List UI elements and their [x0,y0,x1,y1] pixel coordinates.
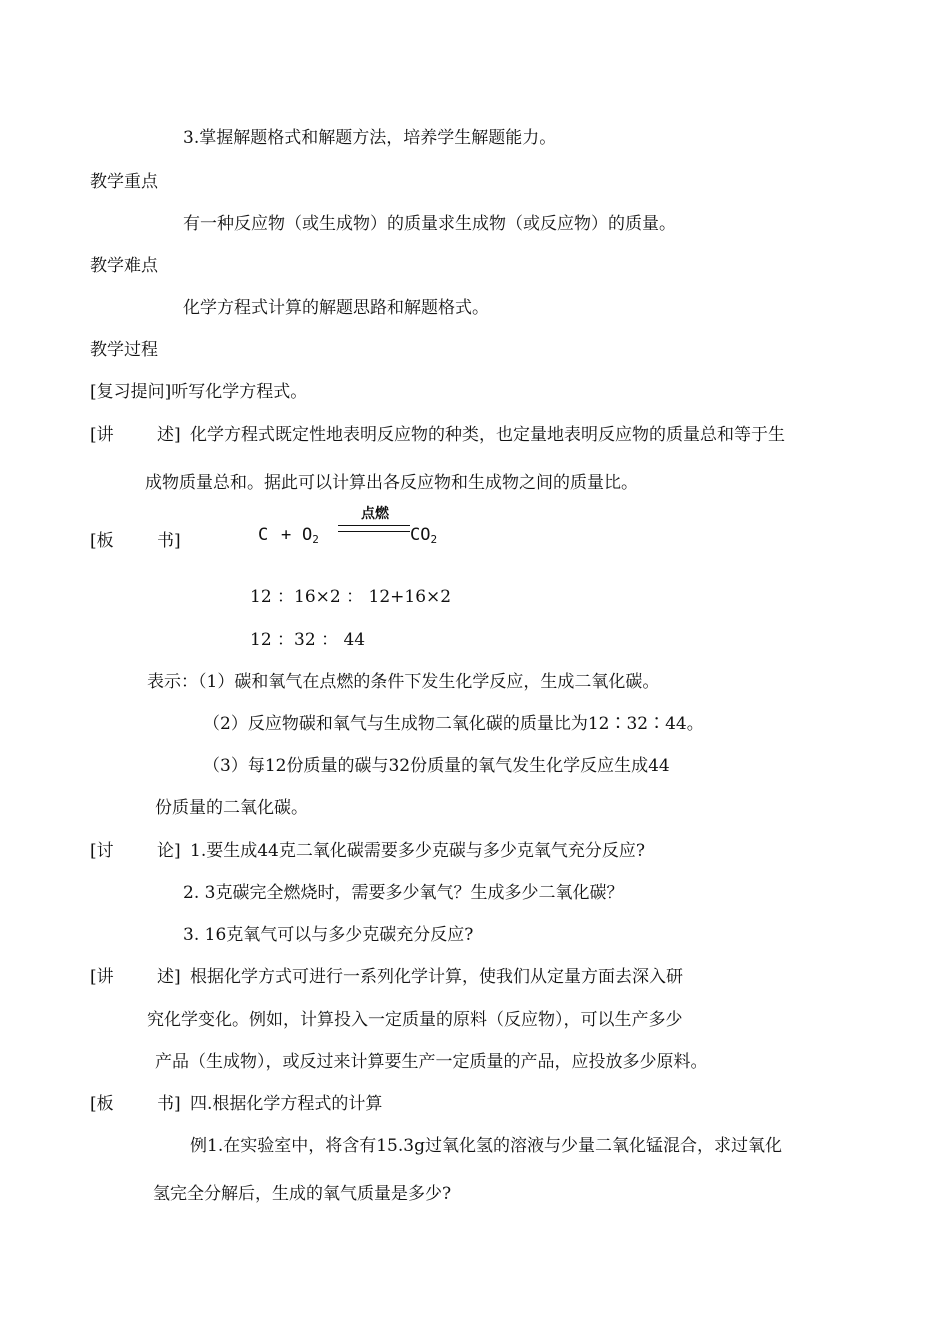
lecture-label-left: [讲 [90,425,114,445]
lecture-text-line-2: 成物质量总和。据此可以计算出各反应物和生成物之间的质量比。 [145,473,638,493]
example-1-line-1: 例1.在实验室中，将含有15.3g过氧化氢的溶液与少量二氧化锰混合，求过氧化 [190,1136,782,1156]
discussion-label-right: 论] [157,841,181,861]
meaning-line-1: 表示：（1）碳和氧气在点燃的条件下发生化学反应，生成二氧化碳。 [147,672,660,692]
difficulty-heading: 教学难点 [90,256,158,276]
discussion-question-1: 1.要生成44克二氧化碳需要多少克碳与多少克氧气充分反应? [190,841,645,861]
board-label-left: [板 [90,531,114,551]
board-label-right: 书] [157,531,181,551]
equation-condition: 点燃 [361,506,389,522]
key-point-text: 有一种反应物（或生成物）的质量求生成物（或反应物）的质量。 [183,214,676,234]
lecture2-label-right: 述] [157,967,181,987]
board2-label-left: [板 [90,1094,114,1114]
equation-double-line [338,525,410,532]
meaning-line-4: 份质量的二氧化碳。 [155,798,308,818]
process-heading: 教学过程 [90,340,158,360]
equation-reactant-oxygen: $O_2$ [302,525,319,546]
discussion-question-2: 2. 3克碳完全燃烧时，需要多少氧气？生成多少二氧化碳？ [183,883,624,903]
lecture2-text-line-1: 根据化学方式可进行一系列化学计算，使我们从定量方面去深入研 [190,967,683,987]
board2-label-right: 书] [157,1094,181,1114]
review-question: [复习提问]听写化学方程式。 [90,382,308,402]
key-point-heading: 教学重点 [90,172,158,192]
difficulty-text: 化学方程式计算的解题思路和解题格式。 [183,298,489,318]
discussion-question-3: 3. 16克氧气可以与多少克碳充分反应? [183,925,474,945]
meaning-line-2: （2）反应物碳和氧气与生成物二氧化碳的质量比为12∶32∶44。 [203,714,704,734]
equation-reactant-carbon: C [258,525,269,545]
mass-ratio-line-1: 12 ：16×2 ： 12+16×2 [250,587,452,607]
equation-plus: + [281,525,292,545]
discussion-label-left: [讨 [90,841,114,861]
lecture2-text-line-3: 产品（生成物），或反过来计算要生产一定质量的产品，应投放多少原料。 [155,1052,708,1072]
lecture-text-line-1: 化学方程式既定性地表明反应物的种类，也定量地表明反应物的质量总和等于生 [190,425,785,445]
lecture2-text-line-2: 究化学变化。例如，计算投入一定质量的原料（反应物），可以生产多少 [147,1010,683,1030]
example-1-line-2: 氢完全分解后，生成的氧气质量是多少? [153,1184,452,1204]
lecture2-label-left: [讲 [90,967,114,987]
section-title-calculation: 四.根据化学方程式的计算 [190,1094,383,1114]
objective-item-3: 3.掌握解题格式和解题方法，培养学生解题能力。 [183,128,557,148]
meaning-line-3: （3）每12份质量的碳与32份质量的氧气发生化学反应生成44 [203,756,670,776]
equation-product-co2: $CO_2$ [410,525,438,546]
lecture-label-right: 述] [157,425,181,445]
mass-ratio-line-2: 12 ：32 ： 44 [250,630,366,650]
